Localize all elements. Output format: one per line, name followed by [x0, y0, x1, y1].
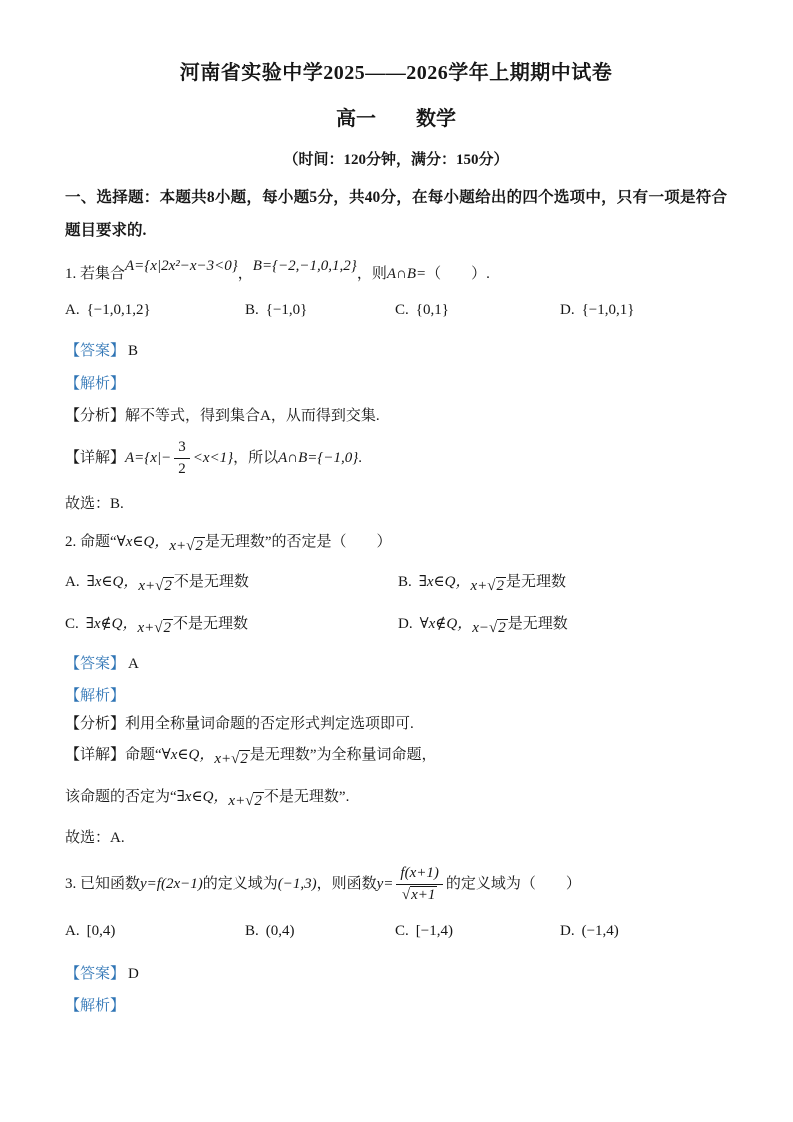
- q3-option-d: [560, 916, 727, 946]
- sqrt-radicand: 2: [496, 578, 505, 594]
- q2-detail-line-2: [65, 780, 727, 814]
- q2-option-b-text: 是无理数: [506, 574, 567, 590]
- q1-detail-label: 【详解】: [65, 450, 126, 466]
- time-score-line: （时间：120分钟，满分：150分）: [283, 152, 509, 168]
- q1-jiexi-label: 【解析】: [65, 376, 126, 392]
- question-1-options: [65, 295, 727, 325]
- q2-detail-line-1: [65, 738, 727, 772]
- q1-detail-result-eq: A∩B={−1,0}: [278, 450, 359, 466]
- sqrt-radicand: x+1: [411, 887, 436, 904]
- q1-answer-blank: （ ）.: [426, 266, 490, 282]
- sqrt-radical: [231, 750, 250, 767]
- sqrt-radical: [186, 537, 205, 554]
- q2-option-d-text: 是无理数: [507, 616, 568, 632]
- sqrt-radicand: 2: [254, 793, 262, 809]
- sqrt-radical: [489, 619, 508, 636]
- q2-forall-expr: ∀x∈Q，: [116, 534, 170, 550]
- q1-option-d-text: {−1,0,1}: [581, 302, 635, 318]
- sqrt-radical: [155, 577, 174, 594]
- q2-option-d-math: [472, 620, 508, 636]
- q3-function-expr-1: y=f(2x−1): [140, 876, 203, 892]
- q1-stem-text: 1. 若集合: [65, 266, 126, 282]
- q2-option-a-text: 不是无理数: [173, 574, 249, 590]
- section-1-intro: 一、选择题：本题共8小题，每小题5分，共40分，在每小题给出的四个选项中，只有一项是符合题目要求的.: [65, 189, 727, 239]
- q2-answer-value: A: [128, 656, 139, 672]
- q2-option-c-text: 不是无理数: [173, 616, 249, 632]
- fraction-denominator: [396, 885, 442, 905]
- q2-option-d-expr: x−: [472, 620, 490, 636]
- q1-detail-eq-post: <x<1}: [192, 450, 234, 466]
- q2-detail-text-1: 【详解】命题“: [65, 747, 162, 763]
- q2-option-d-quantifier: ∀x∉Q，: [419, 616, 473, 632]
- q2-negation-exists: ∃x∈Q，: [176, 789, 229, 805]
- q1-fenxi-line: 【分析】解不等式，得到集合A，从而得到交集.: [65, 408, 380, 424]
- sqrt-radical: [154, 619, 173, 636]
- q3-y-equals: y=: [376, 876, 394, 892]
- q1-set-b-formula: B={−2,−1,0,1,2}: [252, 258, 357, 274]
- q3-option-b: [245, 916, 395, 946]
- q1-option-c-label: C.: [395, 302, 409, 318]
- q2-option-c-math: [138, 620, 174, 636]
- fraction-numerator: f(x+1): [396, 864, 442, 885]
- q2-option-c: [65, 606, 398, 642]
- q1-option-d: [560, 295, 727, 325]
- q3-option-a-text: [0,4): [86, 923, 116, 939]
- q2-detail-x-plus: x+: [214, 751, 232, 767]
- q2-option-a-math: [138, 578, 174, 594]
- q2-option-b-quantifier: ∃x∈Q，: [418, 574, 471, 590]
- q1-conclusion: 故选：B.: [65, 496, 124, 512]
- q3-answer-label: 【答案】: [65, 966, 126, 982]
- q1-answer-label: 【答案】: [65, 343, 126, 359]
- q3-option-d-label: D.: [560, 923, 575, 939]
- sqrt-radical: [402, 886, 438, 903]
- paper-subtitle: 高一 数学: [336, 108, 456, 130]
- q2-jiexi-line: [65, 684, 727, 708]
- q1-option-b-label: B.: [245, 302, 259, 318]
- fraction-f-over-sqrt: [396, 864, 442, 905]
- sqrt-radicand: 2: [195, 538, 203, 554]
- q2-detail-forall: ∀x∈Q，: [161, 747, 215, 763]
- q1-set-a-formula: A={x|2x²−x−3<0}: [125, 258, 238, 274]
- q1-option-b-text: {−1,0}: [265, 302, 308, 318]
- q2-jiexi-label: 【解析】: [65, 688, 126, 704]
- q2-option-a-quantifier: ∃x∈Q，: [86, 574, 139, 590]
- q2-fenxi-line: 【分析】利用全称量词命题的否定形式判定选项即可.: [65, 716, 414, 732]
- q3-answer-line: [65, 962, 727, 986]
- q2-negation-text-1: 该命题的否定为“: [65, 789, 177, 805]
- q2-option-a-expr: x+: [138, 578, 156, 594]
- q1-detail-text: ，所以: [233, 450, 279, 466]
- q1-jiexi-line: [65, 372, 727, 396]
- q2-option-c-quantifier: ∃x∉Q，: [85, 616, 138, 632]
- q2-answer-label: 【答案】: [65, 656, 126, 672]
- question-2-options-row-1: [65, 564, 727, 600]
- q2-option-d-label: D.: [398, 616, 413, 632]
- sqrt-radical: [487, 577, 506, 594]
- q3-option-c: [395, 916, 560, 946]
- q2-stem-math: [169, 538, 205, 554]
- q2-conclusion: 故选：A.: [65, 830, 125, 846]
- q3-domain-interval: (−1,3): [277, 876, 317, 892]
- q2-option-b-label: B.: [398, 574, 412, 590]
- question-1-stem: [65, 257, 727, 291]
- q3-stem-text-1: 3. 已知函数: [65, 876, 141, 892]
- q3-stem-text-3: ，则函数: [316, 876, 377, 892]
- fraction-three-halves: [174, 438, 190, 479]
- q3-stem-text-4: 的定义域为（ ）: [445, 876, 581, 892]
- q3-option-a: [65, 916, 245, 946]
- q2-option-d: [398, 606, 727, 642]
- sqrt-radicand: 2: [498, 620, 506, 636]
- sqrt-radicand: 2: [164, 578, 172, 594]
- question-3-stem: [65, 856, 727, 912]
- q1-separator: ，: [237, 266, 253, 282]
- question-2-stem: [65, 524, 727, 560]
- q2-option-c-expr: x+: [137, 620, 155, 636]
- sqrt-radical: [245, 792, 264, 809]
- question-2-options-row-2: [65, 606, 727, 642]
- q1-option-c: [395, 295, 560, 325]
- sqrt-radicand: 2: [240, 751, 248, 767]
- q2-option-b: [398, 564, 727, 600]
- q1-option-c-text: {0,1}: [415, 302, 449, 318]
- q3-option-c-text: [−1,4): [415, 923, 453, 939]
- q2-negation-math: [228, 793, 264, 809]
- q2-detail-math: [214, 751, 250, 767]
- q3-jiexi-label: 【解析】: [65, 998, 126, 1014]
- q3-option-b-label: B.: [245, 923, 259, 939]
- q1-detail-period: .: [358, 450, 363, 466]
- q1-option-b: [245, 295, 395, 325]
- q2-option-b-math: [471, 578, 507, 594]
- q3-option-c-label: C.: [395, 923, 409, 939]
- sqrt-radicand: 2: [163, 620, 172, 636]
- q1-detail-line: [65, 434, 727, 482]
- q1-option-a-label: A.: [65, 302, 80, 318]
- fraction-denominator: 2: [178, 461, 186, 478]
- q3-option-a-label: A.: [65, 923, 80, 939]
- q2-answer-line: [65, 652, 727, 676]
- q1-intersection-expr: A∩B=: [386, 266, 427, 282]
- q2-option-c-label: C.: [65, 616, 79, 632]
- q1-answer-value: B: [128, 343, 139, 359]
- q2-option-b-expr: x+: [470, 578, 488, 594]
- q1-detail-eq-pre: A={x|−: [125, 450, 172, 466]
- q2-negation-x-plus: x+: [228, 793, 246, 809]
- q2-negation-text-2: 不是无理数”.: [263, 789, 350, 805]
- q2-stem-post: 是无理数”的否定是（ ）: [204, 534, 392, 550]
- question-3-options: [65, 916, 727, 946]
- q2-option-a: [65, 564, 398, 600]
- q3-jiexi-line: [65, 994, 727, 1018]
- q1-option-a-text: {−1,0,1,2}: [86, 302, 151, 318]
- q3-stem-text-2: 的定义域为: [202, 876, 278, 892]
- q3-option-d-text: (−1,4): [581, 923, 619, 939]
- q2-detail-text-2: 是无理数”为全称量词命题，: [249, 747, 437, 763]
- q1-answer-line: [65, 339, 727, 363]
- q1-stem-mid: ，则: [356, 266, 387, 282]
- q1-option-d-label: D.: [560, 302, 575, 318]
- q2-stem-x-plus: x+: [169, 538, 187, 554]
- fraction-numerator: 3: [174, 438, 190, 459]
- q3-answer-value: D: [128, 966, 139, 982]
- q1-option-a: [65, 295, 245, 325]
- q3-option-b-text: (0,4): [265, 923, 295, 939]
- q2-option-a-label: A.: [65, 574, 80, 590]
- paper-title: 河南省实验中学2025——2026学年上期期中试卷: [179, 62, 613, 84]
- q2-stem-text: 2. 命题“: [65, 534, 117, 550]
